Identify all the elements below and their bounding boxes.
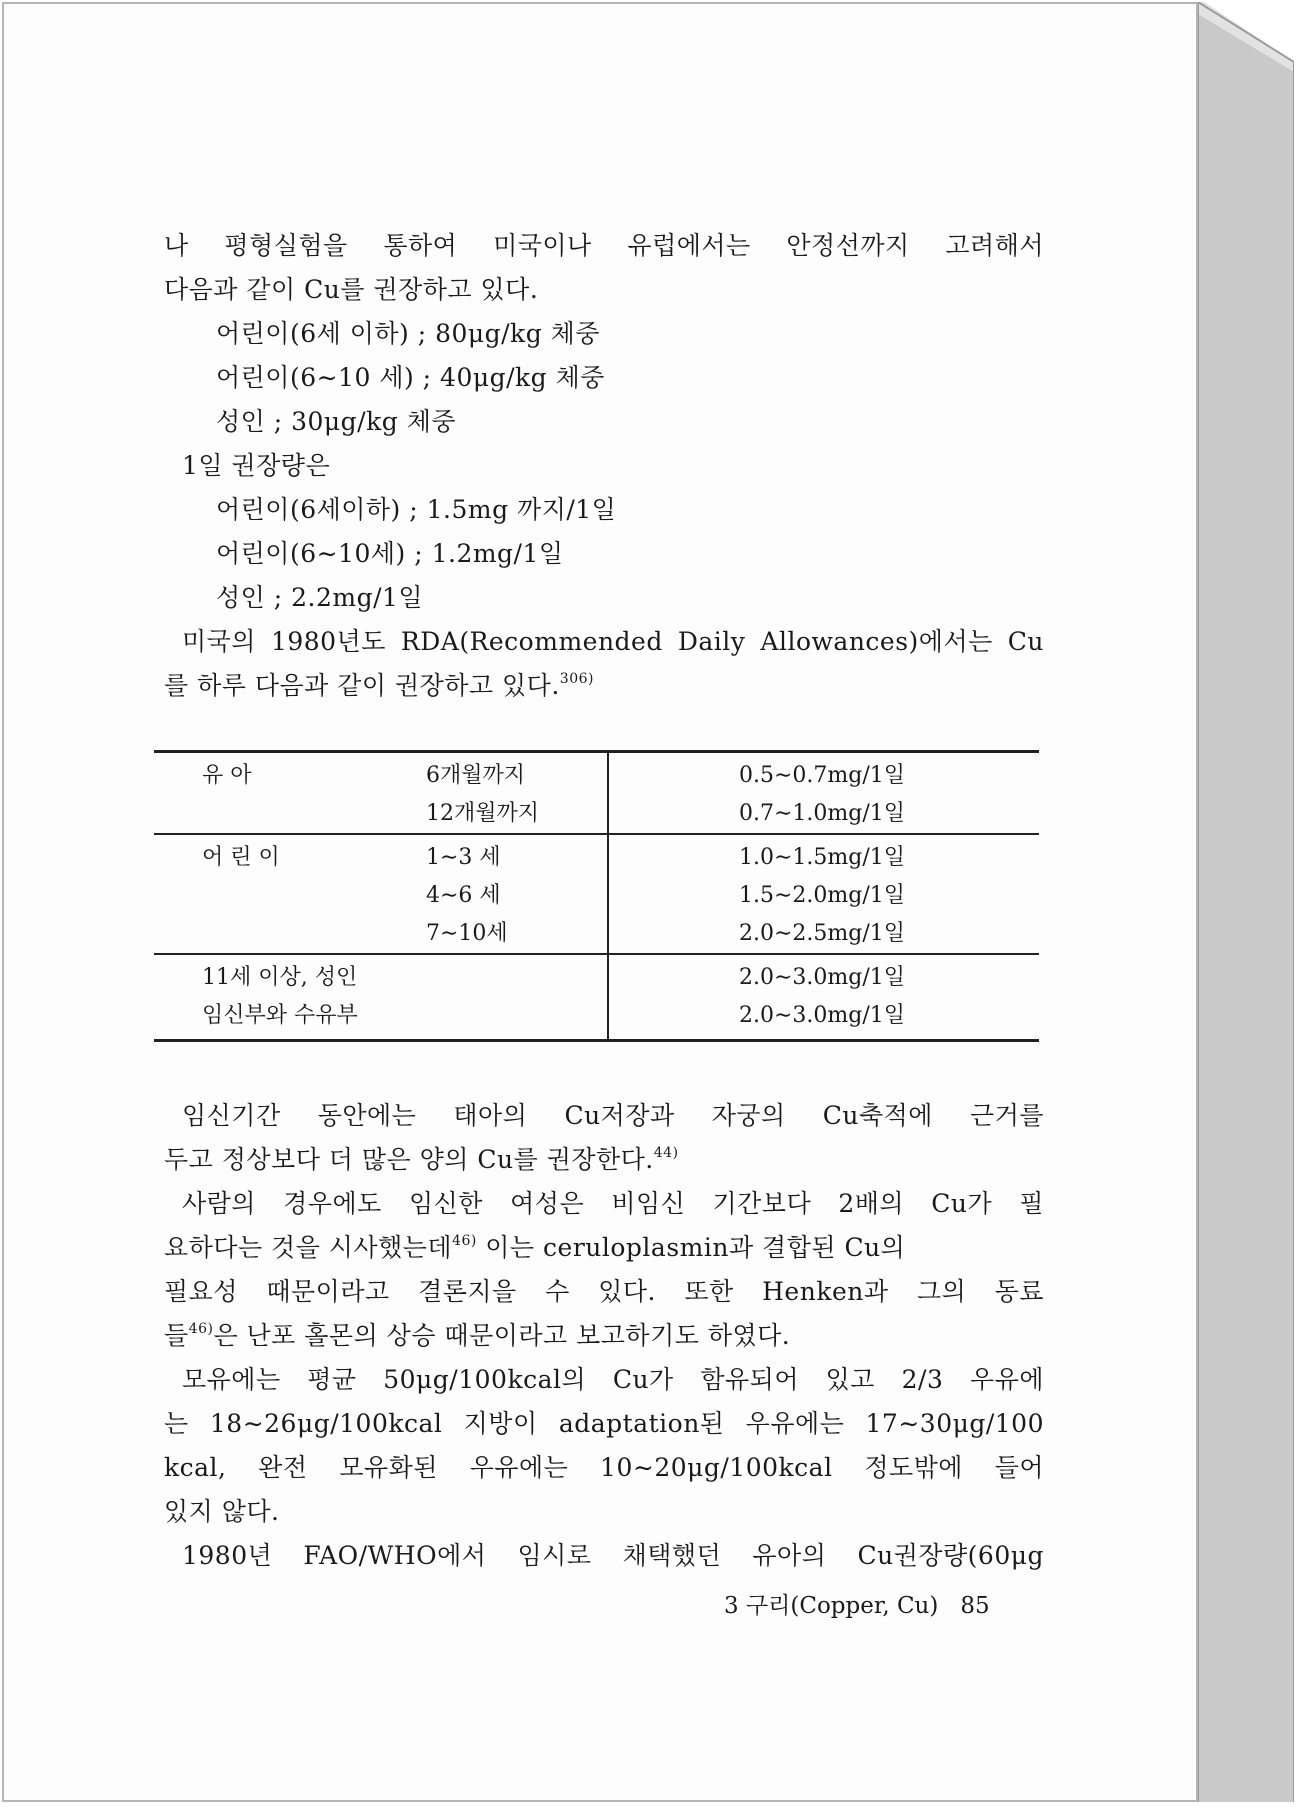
table-row bbox=[154, 959, 1039, 997]
value-cell: 1.5∼2.0mg/1일 bbox=[739, 883, 906, 908]
age-cell: 1∼3 세 bbox=[426, 845, 501, 870]
value-cell: 0.5∼0.7mg/1일 bbox=[739, 763, 906, 788]
table-row bbox=[154, 997, 1039, 1035]
rda-table bbox=[154, 750, 1039, 1042]
group-label: 임신부와 수유부 bbox=[202, 1003, 358, 1028]
list-item: 어린이(6세이하) ; 1.5mg 까지/1일 bbox=[216, 495, 617, 524]
table-group-infant bbox=[154, 753, 1039, 833]
text-line: kcal, 완전 모유화된 우유에는 10∼20μg/100kcal 정도밖에 들어 bbox=[164, 1453, 1044, 1482]
text-line: 있지 않다. bbox=[164, 1497, 280, 1526]
reference-mark: 44) bbox=[653, 1145, 679, 1161]
text-line: 필요성 때문이라고 결론지을 수 있다. 또한 Henken과 그의 동료 bbox=[164, 1277, 1044, 1306]
list-item: 어린이(6세 이하) ; 80μg/kg 체중 bbox=[216, 319, 600, 348]
value-cell: 2.0∼2.5mg/1일 bbox=[739, 921, 906, 946]
text-line bbox=[164, 1138, 1044, 1182]
text-line: 사람의 경우에도 임신한 여성은 비임신 기간보다 2배의 Cu가 필 bbox=[182, 1189, 1044, 1218]
text-span: 요하다는 것을 시사했는데 bbox=[164, 1233, 453, 1262]
value-cell: 2.0∼3.0mg/1일 bbox=[739, 965, 906, 990]
table-group-adult bbox=[154, 955, 1039, 1039]
table-row bbox=[154, 915, 1039, 953]
text-line: 1일 권장량은 bbox=[182, 451, 331, 480]
page-number: 85 bbox=[960, 1593, 990, 1619]
text-line: 나 평형실험을 통하여 미국이나 유럽에서는 안정선까지 고려해서 bbox=[164, 231, 1044, 260]
age-cell: 7∼10세 bbox=[426, 921, 508, 946]
reference-mark: 46) bbox=[188, 1321, 214, 1337]
group-label: 어 린 이 bbox=[202, 845, 280, 870]
table-bottom-rule bbox=[154, 1039, 1039, 1042]
body-text-continued bbox=[164, 1094, 1044, 1578]
value-cell: 0.7∼1.0mg/1일 bbox=[739, 801, 906, 826]
value-cell: 1.0∼1.5mg/1일 bbox=[739, 845, 906, 870]
table-row bbox=[154, 839, 1039, 877]
text-span: 이는 ceruloplasmin과 결합된 Cu의 bbox=[476, 1233, 906, 1262]
age-cell: 12개월까지 bbox=[426, 801, 540, 826]
text-line: 모유에는 평균 50μg/100kcal의 Cu가 함유되어 있고 2/3 우유에 bbox=[182, 1365, 1044, 1394]
text-span: 들 bbox=[164, 1321, 189, 1350]
list-item: 성인 ; 2.2mg/1일 bbox=[216, 583, 424, 612]
text-line: 미국의 1980년도 RDA(Recommended Daily Allowances)에서는 Cu bbox=[182, 627, 1044, 656]
table-group-child bbox=[154, 835, 1039, 953]
age-cell: 4∼6 세 bbox=[426, 883, 501, 908]
text-line: 임신기간 동안에는 태아의 Cu저장과 자궁의 Cu축적에 근거를 bbox=[182, 1101, 1044, 1130]
text-line: 다음과 같이 Cu를 권장하고 있다. bbox=[164, 275, 539, 304]
value-cell: 2.0∼3.0mg/1일 bbox=[739, 1003, 906, 1028]
group-label: 11세 이상, 성인 bbox=[202, 965, 358, 990]
text-span: 은 난포 홀몬의 상승 때문이라고 보고하기도 하였다. bbox=[213, 1321, 791, 1350]
reference-mark: 306) bbox=[559, 671, 594, 687]
table-row bbox=[154, 795, 1039, 833]
book-page bbox=[2, 2, 1296, 1808]
table-row bbox=[154, 877, 1039, 915]
group-label: 유 아 bbox=[202, 763, 252, 788]
chapter-title: 3 구리(Copper, Cu) bbox=[724, 1593, 939, 1619]
body-text bbox=[164, 224, 1044, 708]
text-span: 를 하루 다음과 같이 권장하고 있다. bbox=[164, 671, 560, 700]
text-line bbox=[164, 1314, 1044, 1358]
list-item: 성인 ; 30μg/kg 체중 bbox=[216, 407, 457, 436]
reference-mark: 46) bbox=[452, 1233, 477, 1249]
table-row bbox=[154, 757, 1039, 795]
age-cell: 6개월까지 bbox=[426, 763, 526, 788]
page-footer bbox=[724, 1587, 990, 1620]
list-item: 어린이(6∼10세) ; 1.2mg/1일 bbox=[216, 539, 564, 568]
text-span: 두고 정상보다 더 많은 양의 Cu를 권장한다. bbox=[164, 1145, 654, 1174]
page-thickness-edge bbox=[1198, 2, 1294, 1802]
text-line bbox=[164, 664, 1044, 708]
text-line: 는 18∼26μg/100kcal 지방이 adaptation된 우유에는 17∼30μg/100 bbox=[164, 1409, 1044, 1438]
list-item: 어린이(6∼10 세) ; 40μg/kg 체중 bbox=[216, 363, 605, 392]
text-line bbox=[164, 1226, 1044, 1270]
text-line: 1980년 FAO/WHO에서 임시로 채택했던 유아의 Cu권장량(60μg bbox=[182, 1541, 1044, 1570]
